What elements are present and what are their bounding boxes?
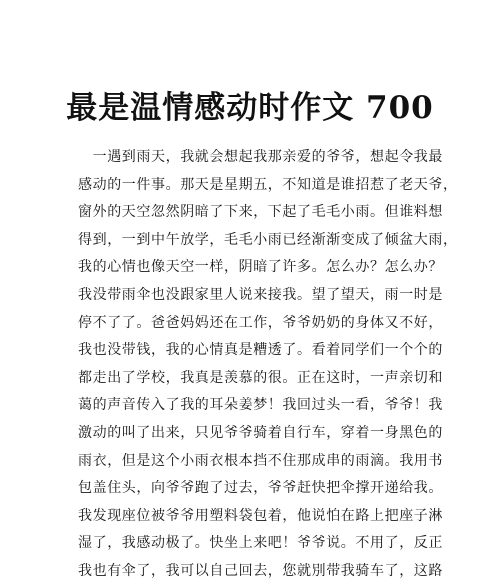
document-title: 最是温情感动时作文 700 xyxy=(66,90,434,126)
essay-line: 我也有伞了，我可以自己回去，您就別带我骑车了，这路 xyxy=(78,562,443,579)
essay-line: 一遇到雨天，我就会想起我那亲爱的爷爷，想起令我最 xyxy=(78,149,443,165)
essay-line: 都走出了学校，我真是羡慕的很。正在这时，一声亲切和 xyxy=(78,369,443,386)
essay-line: 窗外的天空忽然阴暗了下来，下起了毛毛小雨。但谁料想 xyxy=(78,204,443,221)
essay-line: 我也没带钱，我的心情真是糟透了。看着同学们一个个的 xyxy=(78,342,443,359)
essay-line: 激动的叫了出来，只见爷爷骑着自行车，穿着一身黑色的 xyxy=(78,424,443,441)
essay-line: 我的心情也像天空一样，阴暗了许多。怎么办？怎么办？ xyxy=(78,259,443,276)
essay-line: 湿了，我感动极了。快坐上来吧！爷爷说。不用了，反正 xyxy=(78,535,443,552)
essay-line: 得到，一到中午放学，毛毛小雨已经渐渐变成了倾盆大雨， xyxy=(78,231,458,248)
essay-body xyxy=(78,144,458,586)
essay-line: 雨衣，但是这个小雨衣根本挡不住那成串的雨滴。我用书 xyxy=(78,452,443,469)
essay-line: 停不了了。爸爸妈妈还在工作，爷爷奶奶的身体又不好， xyxy=(78,314,443,331)
essay-line: 我没带雨伞也没跟家里人说来接我。望了望天，雨一时是 xyxy=(78,286,443,303)
essay-line: 包盖住头，向爷爷跑了过去，爷爷赶快把伞撑开递给我。 xyxy=(78,480,443,497)
essay-line: 感动的一件事。那天是星期五，不知道是谁招惹了老天爷， xyxy=(78,176,458,193)
essay-line: 我发现座位被爷爷用塑料袋包着，他说怕在路上把座子淋 xyxy=(78,507,443,524)
essay-line: 蔼的声音传入了我的耳朵姜梦！我回过头一看，爷爷！我 xyxy=(78,397,443,414)
